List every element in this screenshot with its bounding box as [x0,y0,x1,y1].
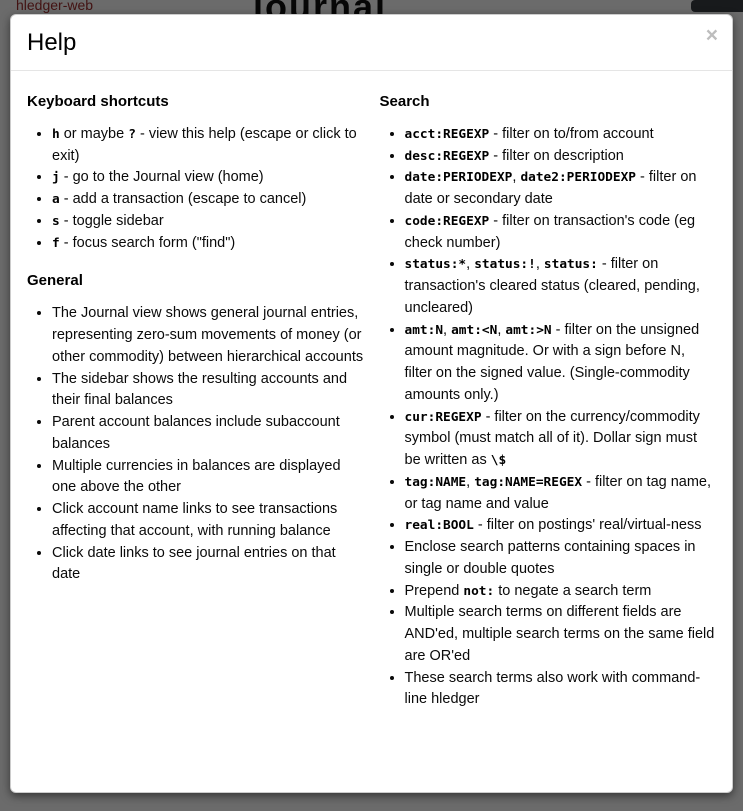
help-list-item: • cur:REGEXP - filter on the currency/commodity symbol (must match all of it). Dollar sign must be written as \$ [405,407,717,472]
help-list-item: • h or maybe ? - view this help (escape or click to exit) [52,124,364,168]
left-column [27,85,364,729]
help-list-item: • Multiple search terms on different fields are AND'ed, multiple search terms on the same field are OR'ed [405,602,717,667]
help-list-item: • amt:N, amt:<N, amt:>N - filter on the unsigned amount magnitude. Or with a sign before N, filter on the signed value. (Single-commodity amounts only.) [405,320,717,407]
modal-body [11,71,732,751]
help-list-item: • Click account name links to see transactions affecting that account, with running balance [52,499,364,543]
section-heading-general: General [27,272,83,290]
help-modal [10,14,733,793]
help-list-item: • Multiple currencies in balances are displayed one above the other [52,456,364,500]
inline-code: h [52,126,60,142]
help-list-item: • The Journal view shows general journal entries, representing zero-sum movements of money (or other commodity) between hierarchical accounts [52,303,364,368]
inline-code: date:PERIODEXP [404,170,513,186]
inline-code: status:! [474,257,536,273]
general-list [27,303,364,586]
modal-title: Help [27,29,77,56]
close-icon[interactable]: × [705,24,718,47]
inline-code: amt:<N [451,322,498,338]
help-list-item: • date:PERIODEXP, date2:PERIODEXP - filter on date or secondary date [405,167,717,211]
inline-code: code:REGEXP [404,213,490,229]
inline-code: not: [463,583,495,599]
keyboard-shortcuts-list [27,124,364,255]
inline-code: amt:N [404,322,444,338]
right-column [380,85,717,729]
inline-code: amt:>N [505,322,552,338]
help-list-item: • Prepend not: to negate a search term [405,581,717,603]
help-list-item: • desc:REGEXP - filter on description [405,146,717,168]
help-list-item: • j - go to the Journal view (home) [52,167,364,189]
inline-code: status:* [404,257,467,273]
modal-header [11,15,732,71]
help-list-item: • These search terms also work with command-line hledger [405,668,717,712]
inline-code: a [52,192,60,208]
help-list-item: • The sidebar shows the resulting accounts and their final balances [52,369,364,413]
inline-code: cur:REGEXP [404,409,482,425]
help-list-item: • Parent account balances include subaccount balances [52,412,364,456]
inline-code: desc:REGEXP [404,148,490,164]
help-list-item: • s - toggle sidebar [52,211,364,233]
section-heading-search: Search [379,92,430,110]
help-list-item: • code:REGEXP - filter on transaction's code (eg check number) [405,211,717,255]
inline-code: real:BOOL [404,518,474,534]
section-heading-keyboard-shortcuts: Keyboard shortcuts [27,92,169,110]
inline-code: tag:NAME [404,474,467,490]
help-list-item: • a - add a transaction (escape to cancel) [52,189,364,211]
help-list-item: • status:*, status:!, status: - filter on transaction's cleared status (cleared, pending, uncleared) [405,254,717,319]
inline-code: ? [128,126,136,142]
search-list [380,124,717,711]
inline-code: s [52,213,60,229]
inline-code: acct:REGEXP [404,126,490,142]
inline-code: date2:PERIODEXP [520,170,637,186]
inline-code: f [52,235,60,251]
help-list-item: • Enclose search patterns containing spaces in single or double quotes [405,537,717,581]
inline-code: tag:NAME=REGEX [474,474,583,490]
inline-code: j [52,170,60,186]
inline-code: status: [543,257,598,273]
help-list-item: • real:BOOL - filter on postings' real/virtual-ness [405,515,717,537]
help-list-item: • Click date links to see journal entries on that date [52,543,364,587]
help-list-item: • acct:REGEXP - filter on to/from account [405,124,717,146]
inline-code: \$ [490,453,507,469]
help-list-item: • f - focus search form ("find") [52,233,364,255]
help-list-item: • tag:NAME, tag:NAME=REGEX - filter on tag name, or tag name and value [405,472,717,516]
